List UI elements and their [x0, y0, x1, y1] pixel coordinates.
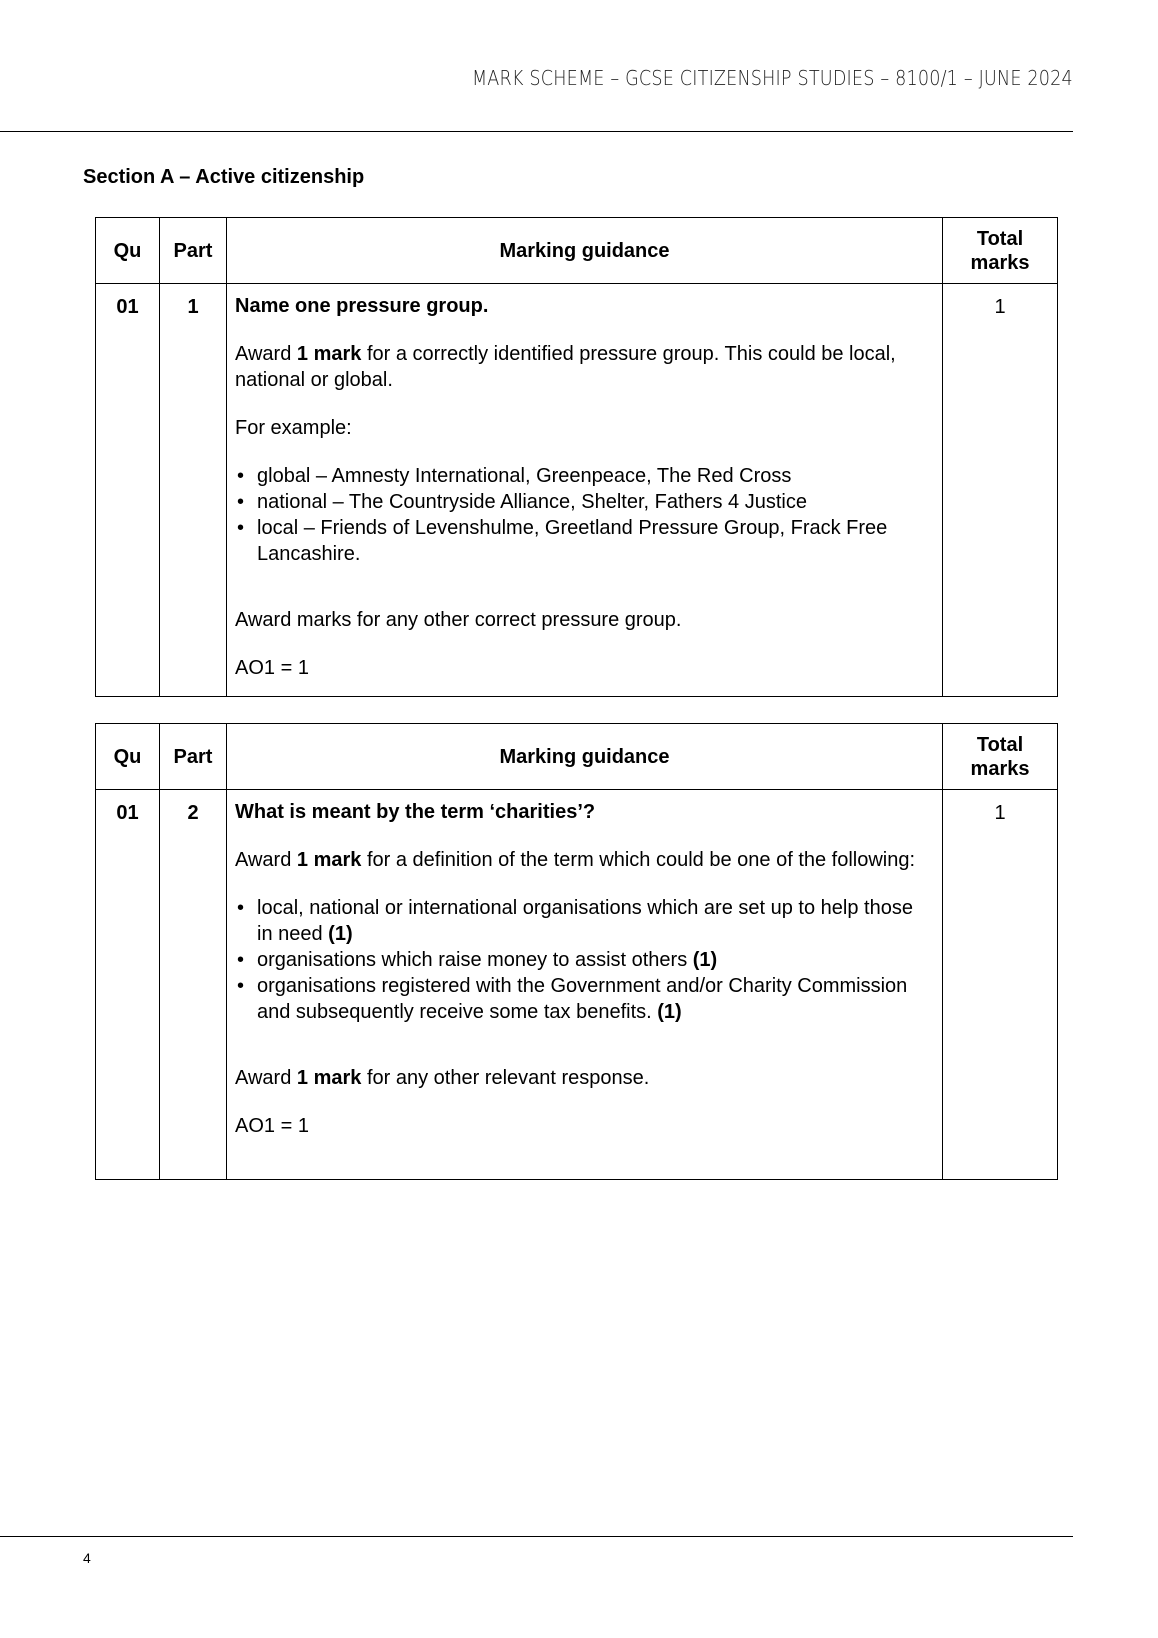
page-header-title: MARK SCHEME – GCSE CITIZENSHIP STUDIES – 8100/1 – JUNE 2024 [472, 66, 1073, 90]
header-total-marks: Total marks [943, 218, 1058, 284]
marking-guidance [227, 284, 943, 697]
header-guidance: Marking guidance [227, 218, 943, 284]
question-part: 1 [160, 284, 227, 697]
list-item: • local – Friends of Levenshulme, Greetland Pressure Group, Frack Free Lancashire. [257, 515, 934, 567]
assessment-objective: AO1 = 1 [235, 1115, 309, 1137]
question-text: Name one pressure group. [235, 295, 489, 317]
question-part: 2 [160, 790, 227, 1180]
award-text: Award 1 mark for a definition of the term which could be one of the following: [235, 849, 916, 871]
award-text: Award 1 mark for a correctly identified pressure group. This could be local, national or global. [235, 343, 896, 391]
table-row [96, 790, 1058, 1180]
header-part: Part [160, 218, 227, 284]
header-part: Part [160, 724, 227, 790]
header-qu: Qu [96, 724, 160, 790]
question-number: 01 [96, 790, 160, 1180]
header-total-marks: Total marks [943, 724, 1058, 790]
page-number: 4 [83, 1550, 91, 1566]
marking-table-01-2 [95, 723, 1058, 1180]
example-list [235, 463, 934, 567]
table-header-row [96, 724, 1058, 790]
assessment-objective: AO1 = 1 [235, 657, 309, 679]
marking-table-01-1 [95, 217, 1058, 697]
list-item: • organisations registered with the Government and/or Charity Commission and subsequently receive some tax benefits. (1) [257, 973, 934, 1025]
table-header-row [96, 218, 1058, 284]
table-row [96, 284, 1058, 697]
list-item: • organisations which raise money to assist others (1) [257, 947, 934, 973]
list-item: • national – The Countryside Alliance, Shelter, Fathers 4 Justice [257, 489, 934, 515]
header-qu: Qu [96, 218, 160, 284]
example-label: For example: [235, 417, 352, 439]
definition-list [235, 895, 934, 1025]
total-marks: 1 [943, 284, 1058, 697]
header-divider [0, 131, 1073, 132]
section-title: Section A – Active citizenship [83, 166, 365, 188]
other-answers-text: Award 1 mark for any other relevant response. [235, 1067, 650, 1089]
header-guidance: Marking guidance [227, 724, 943, 790]
question-text: What is meant by the term ‘charities’? [235, 801, 596, 823]
total-marks: 1 [943, 790, 1058, 1180]
other-answers-text: Award marks for any other correct pressure group. [235, 609, 682, 631]
list-item: • global – Amnesty International, Greenpeace, The Red Cross [257, 463, 934, 489]
list-item: • local, national or international organisations which are set up to help those in need (1) [257, 895, 934, 947]
question-number: 01 [96, 284, 160, 697]
marking-guidance [227, 790, 943, 1180]
footer-divider [0, 1536, 1073, 1537]
